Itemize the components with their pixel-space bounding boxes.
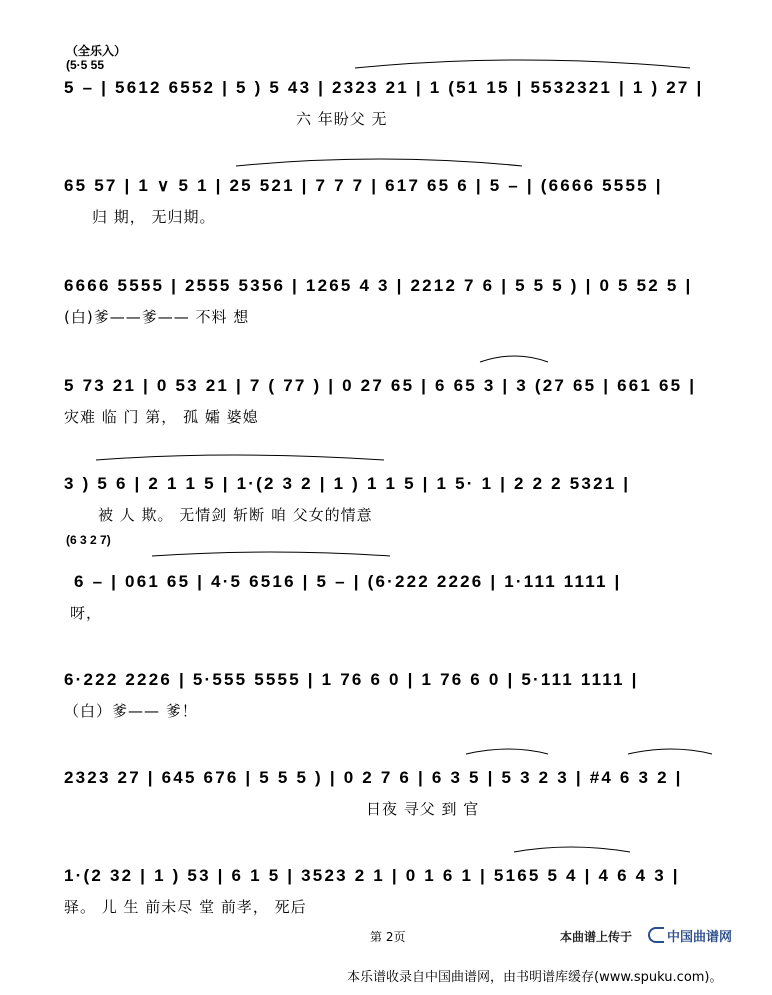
slur [466, 749, 548, 754]
notation-line: 5 – | 5612 6552 | 5 ) 5 43 | 2323 21 | 1 (51 15 | 5532321 | 1 ) 27 | [64, 78, 704, 97]
ensemble-phrase-annotation: (5·5 55 [66, 58, 105, 72]
notation-line: 5 73 21 | 0 53 21 | 7 ( 77 ) | 0 27 65 | 6 65 3 | 3 (27 65 | 661 65 | [64, 376, 697, 395]
lyric-line: (白)爹——爹—— 不料 想 [64, 308, 250, 326]
source-note: 本乐谱收录自中国曲谱网，由书明谱库缓存(www.spuku.com)。 [347, 970, 723, 985]
site-logo[interactable] [648, 926, 732, 945]
notation-line: 1·(2 32 | 1 ) 53 | 6 1 5 | 3523 2 1 | 0 1 6 1 | 5165 5 4 | 4 6 4 3 | [64, 866, 680, 885]
notation-line: 6·222 2226 | 5·555 5555 | 1 76 6 0 | 1 76 6 0 | 5·111 1111 | [64, 670, 639, 689]
notation-line: 2323 27 | 645 676 | 5 5 5 ) | 0 2 7 6 | 6 3 5 | 5 3 2 3 | #4 6 3 2 | [64, 768, 683, 787]
slur [628, 749, 712, 754]
notation-line: 6 – | 061 65 | 4·5 6516 | 5 – | (6·222 2226 | 1·111 1111 | [74, 572, 622, 591]
slur [514, 847, 630, 852]
notation-line: 6666 5555 | 2555 5356 | 1265 4 3 | 2212 7 6 | 5 5 5 ) | 0 5 52 5 | [64, 276, 693, 295]
logo-c-icon [648, 927, 664, 943]
slur [236, 159, 522, 166]
slur [480, 356, 548, 362]
lyric-line: （白）爹—— 爹！ [64, 702, 198, 720]
page-number: 第 2页 [370, 930, 406, 944]
lyric-line: 驿。 儿 生 前未尽 堂 前孝， 死后 [64, 898, 307, 916]
lyric-line: 呀， [70, 604, 103, 622]
lyric-line: 归 期， 无归期。 [92, 208, 216, 226]
slur [152, 552, 390, 556]
lyric-line: 六 年盼父 无 [296, 110, 388, 128]
lyric-line: 被 人 欺。 无情剑 斩断 咱 父女的情意 [98, 506, 373, 524]
notation-line: 65 57 | 1 ∨ 5 1 | 25 521 | 7 7 7 | 617 65 6 | 5 – | (6666 5555 | [64, 176, 663, 195]
lyric-line: 日夜 寻父 到 官 [366, 800, 480, 818]
upload-note: 本曲谱上传于 [560, 930, 633, 944]
slur [96, 455, 384, 460]
lyric-line: 灾难 临 门 第， 孤 孀 婆媳 [64, 408, 259, 426]
notation-line: 3 ) 5 6 | 2 1 1 5 | 1·(2 3 2 | 1 ) 1 1 5 | 1 5· 1 | 2 2 2 5321 | [64, 474, 631, 493]
logo-text: 中国曲谱网 [667, 930, 733, 945]
slur [355, 60, 690, 68]
ensemble-annotation: （全乐入） [66, 44, 127, 58]
grace-phrase-annotation: (6 3 2 7) [66, 533, 111, 547]
